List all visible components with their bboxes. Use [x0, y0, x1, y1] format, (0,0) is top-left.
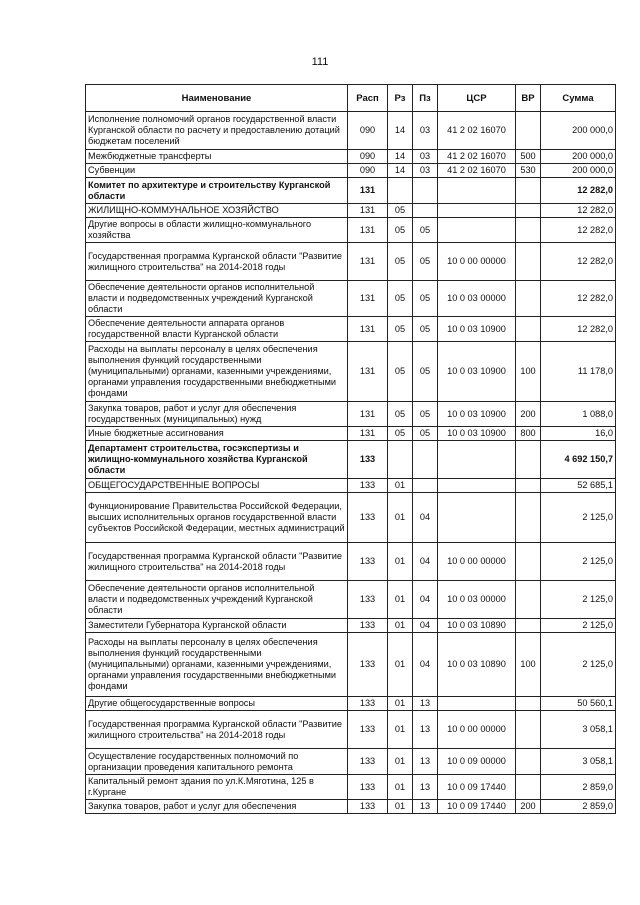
cell-rasp: 131 — [348, 178, 388, 204]
cell-rz: 01 — [388, 543, 413, 581]
cell-rasp: 133 — [348, 479, 388, 493]
table-row — [86, 218, 616, 243]
cell-pz: 04 — [413, 633, 438, 697]
cell-sum: 3 058,1 — [541, 749, 616, 775]
cell-rasp: 133 — [348, 711, 388, 749]
table-row — [86, 633, 616, 697]
cell-rz: 01 — [388, 800, 413, 814]
cell-pz: 04 — [413, 619, 438, 633]
cell-name: ЖИЛИЩНО-КОММУНАЛЬНОЕ ХОЗЯЙСТВО — [86, 204, 348, 218]
cell-name: Государственная программа Курганской области "Развитие жилищного строительства" на 2014-2018 годы — [86, 543, 348, 581]
cell-csr: 41 2 02 16070 — [438, 112, 516, 150]
table-row — [86, 342, 616, 402]
cell-pz: 05 — [413, 317, 438, 342]
cell-vr — [516, 581, 541, 619]
cell-rasp: 133 — [348, 581, 388, 619]
cell-vr — [516, 711, 541, 749]
cell-vr — [516, 204, 541, 218]
cell-csr: 10 0 03 00000 — [438, 281, 516, 317]
cell-rasp: 133 — [348, 800, 388, 814]
cell-sum: 12 282,0 — [541, 178, 616, 204]
cell-name: Департамент строительства, госэкспертизы и жилищно-коммунального хозяйства Курганской области — [86, 441, 348, 479]
cell-sum: 3 058,1 — [541, 711, 616, 749]
cell-vr — [516, 479, 541, 493]
cell-rasp: 133 — [348, 775, 388, 800]
cell-vr — [516, 281, 541, 317]
cell-name: ОБЩЕГОСУДАРСТВЕННЫЕ ВОПРОСЫ — [86, 479, 348, 493]
cell-name: Обеспечение деятельности аппарата органов государственной власти Курганской области — [86, 317, 348, 342]
cell-name: Закупка товаров, работ и услуг для обеспечения государственных (муниципальных) нужд — [86, 402, 348, 427]
cell-sum: 12 282,0 — [541, 218, 616, 243]
table-row — [86, 164, 616, 178]
cell-sum: 2 859,0 — [541, 800, 616, 814]
cell-vr — [516, 619, 541, 633]
cell-rz: 05 — [388, 402, 413, 427]
cell-name: Капитальный ремонт здания по ул.К.Мяготина, 125 в г.Кургане — [86, 775, 348, 800]
cell-vr — [516, 775, 541, 800]
cell-sum: 200 000,0 — [541, 150, 616, 164]
table-row — [86, 543, 616, 581]
cell-sum: 2 859,0 — [541, 775, 616, 800]
cell-csr: 10 0 00 00000 — [438, 243, 516, 281]
cell-name: Субвенции — [86, 164, 348, 178]
cell-sum: 2 125,0 — [541, 493, 616, 543]
cell-rz: 01 — [388, 711, 413, 749]
cell-name: Расходы на выплаты персоналу в целях обеспечения выполнения функций государственными (муниципальными) органами, казенными учреждениями, органами управления государственными внебюджетными фондами — [86, 633, 348, 697]
cell-rz: 05 — [388, 281, 413, 317]
cell-csr: 41 2 02 16070 — [438, 164, 516, 178]
cell-csr — [438, 441, 516, 479]
cell-pz: 13 — [413, 711, 438, 749]
cell-name: Государственная программа Курганской области "Развитие жилищного строительства" на 2014-2018 годы — [86, 243, 348, 281]
cell-sum: 200 000,0 — [541, 112, 616, 150]
header-vr: ВР — [516, 85, 541, 112]
cell-rasp: 133 — [348, 543, 388, 581]
cell-name: Осуществление государственных полномочий по организации проведения капитального ремонта — [86, 749, 348, 775]
cell-rz: 05 — [388, 204, 413, 218]
cell-rz: 14 — [388, 112, 413, 150]
cell-csr: 10 0 03 10900 — [438, 402, 516, 427]
cell-name: Другие общегосударственные вопросы — [86, 697, 348, 711]
cell-pz — [413, 204, 438, 218]
cell-vr: 530 — [516, 164, 541, 178]
cell-rz — [388, 441, 413, 479]
cell-vr — [516, 112, 541, 150]
cell-pz: 13 — [413, 697, 438, 711]
cell-csr: 10 0 03 10890 — [438, 633, 516, 697]
table-header-row — [86, 85, 616, 112]
cell-sum: 16,0 — [541, 427, 616, 441]
table-row — [86, 427, 616, 441]
table-row — [86, 402, 616, 427]
cell-rasp: 133 — [348, 633, 388, 697]
cell-name: Межбюджетные трансферты — [86, 150, 348, 164]
cell-sum: 1 088,0 — [541, 402, 616, 427]
cell-rz: 01 — [388, 697, 413, 711]
cell-csr: 10 0 03 00000 — [438, 581, 516, 619]
cell-pz: 13 — [413, 749, 438, 775]
cell-rz: 05 — [388, 317, 413, 342]
table-row — [86, 697, 616, 711]
cell-rasp: 131 — [348, 281, 388, 317]
cell-rasp: 131 — [348, 427, 388, 441]
cell-rz: 14 — [388, 150, 413, 164]
cell-pz: 03 — [413, 112, 438, 150]
header-rz: Рз — [388, 85, 413, 112]
cell-vr — [516, 243, 541, 281]
cell-rz: 05 — [388, 427, 413, 441]
table-row — [86, 619, 616, 633]
cell-vr — [516, 697, 541, 711]
cell-pz: 04 — [413, 493, 438, 543]
cell-name: Закупка товаров, работ и услуг для обеспечения — [86, 800, 348, 814]
cell-name: Другие вопросы в области жилищно-коммунального хозяйства — [86, 218, 348, 243]
cell-pz: 05 — [413, 281, 438, 317]
table-row — [86, 479, 616, 493]
cell-vr — [516, 178, 541, 204]
page-number: 111 — [311, 56, 329, 68]
cell-pz: 03 — [413, 150, 438, 164]
cell-vr: 200 — [516, 402, 541, 427]
cell-name: Функционирование Правительства Российской Федерации, высших исполнительных органов государственной власти субъектов Российской Федерации, местных администраций — [86, 493, 348, 543]
cell-csr: 10 0 03 10890 — [438, 619, 516, 633]
cell-rasp: 131 — [348, 204, 388, 218]
cell-sum: 50 560,1 — [541, 697, 616, 711]
cell-rasp: 131 — [348, 402, 388, 427]
cell-rz: 01 — [388, 633, 413, 697]
cell-sum: 2 125,0 — [541, 543, 616, 581]
cell-pz — [413, 479, 438, 493]
table-row — [86, 317, 616, 342]
table-row — [86, 112, 616, 150]
cell-vr — [516, 218, 541, 243]
table-row — [86, 800, 616, 814]
cell-csr: 10 0 09 17440 — [438, 800, 516, 814]
cell-rz: 05 — [388, 342, 413, 402]
cell-rasp: 131 — [348, 342, 388, 402]
cell-rasp: 090 — [348, 112, 388, 150]
cell-csr — [438, 479, 516, 493]
cell-name: Исполнение полномочий органов государственной власти Курганской области по расчету и предоставлению дотаций бюджетам поселений — [86, 112, 348, 150]
table-body — [86, 112, 616, 814]
cell-csr: 10 0 00 00000 — [438, 543, 516, 581]
cell-name: Обеспечение деятельности органов исполнительной власти и подведомственных учреждений Курганской области — [86, 581, 348, 619]
cell-csr — [438, 493, 516, 543]
cell-csr — [438, 697, 516, 711]
cell-rz: 01 — [388, 493, 413, 543]
cell-sum: 2 125,0 — [541, 619, 616, 633]
table-row — [86, 150, 616, 164]
table-row — [86, 243, 616, 281]
table-row — [86, 204, 616, 218]
cell-vr — [516, 543, 541, 581]
cell-vr — [516, 441, 541, 479]
cell-name: Иные бюджетные ассигнования — [86, 427, 348, 441]
cell-name: Расходы на выплаты персоналу в целях обеспечения выполнения функций государственными (муниципальными) органами, казенными учреждениями, органами управления государственными внебюджетными фондами — [86, 342, 348, 402]
cell-pz — [413, 178, 438, 204]
cell-rz: 05 — [388, 218, 413, 243]
cell-name: Заместители Губернатора Курганской области — [86, 619, 348, 633]
cell-csr: 10 0 03 10900 — [438, 427, 516, 441]
cell-pz: 13 — [413, 800, 438, 814]
cell-pz: 05 — [413, 402, 438, 427]
cell-rz: 01 — [388, 775, 413, 800]
cell-pz: 05 — [413, 243, 438, 281]
cell-sum: 12 282,0 — [541, 204, 616, 218]
header-sum: Сумма — [541, 85, 616, 112]
cell-rz: 01 — [388, 749, 413, 775]
table-row — [86, 441, 616, 479]
cell-vr — [516, 493, 541, 543]
table-row — [86, 749, 616, 775]
cell-rasp: 133 — [348, 749, 388, 775]
table-row — [86, 178, 616, 204]
cell-name: Обеспечение деятельности органов исполнительной власти и подведомственных учреждений Курганской области — [86, 281, 348, 317]
table-row — [86, 281, 616, 317]
cell-sum: 200 000,0 — [541, 164, 616, 178]
cell-sum: 2 125,0 — [541, 581, 616, 619]
cell-rz — [388, 178, 413, 204]
table-row — [86, 581, 616, 619]
cell-vr — [516, 749, 541, 775]
header-csr: ЦСР — [438, 85, 516, 112]
table-row — [86, 493, 616, 543]
cell-sum: 4 692 150,7 — [541, 441, 616, 479]
header-name: Наименование — [86, 85, 348, 112]
cell-rasp: 131 — [348, 218, 388, 243]
cell-vr: 100 — [516, 633, 541, 697]
table-row — [86, 775, 616, 800]
cell-csr: 10 0 09 17440 — [438, 775, 516, 800]
cell-sum: 12 282,0 — [541, 281, 616, 317]
cell-pz — [413, 441, 438, 479]
cell-name: Государственная программа Курганской области "Развитие жилищного строительства" на 2014-2018 годы — [86, 711, 348, 749]
cell-pz: 04 — [413, 543, 438, 581]
cell-pz: 03 — [413, 164, 438, 178]
cell-pz: 05 — [413, 427, 438, 441]
cell-vr: 800 — [516, 427, 541, 441]
cell-csr — [438, 218, 516, 243]
cell-rasp: 090 — [348, 150, 388, 164]
cell-rz: 01 — [388, 581, 413, 619]
header-rasp: Расп — [348, 85, 388, 112]
cell-sum: 52 685,1 — [541, 479, 616, 493]
cell-rasp: 131 — [348, 317, 388, 342]
cell-rasp: 133 — [348, 493, 388, 543]
cell-rasp: 133 — [348, 697, 388, 711]
cell-pz: 04 — [413, 581, 438, 619]
cell-sum: 12 282,0 — [541, 317, 616, 342]
cell-vr: 100 — [516, 342, 541, 402]
cell-sum: 2 125,0 — [541, 633, 616, 697]
cell-rasp: 131 — [348, 243, 388, 281]
cell-pz: 05 — [413, 342, 438, 402]
cell-rasp: 133 — [348, 441, 388, 479]
cell-sum: 12 282,0 — [541, 243, 616, 281]
cell-rasp: 090 — [348, 164, 388, 178]
cell-csr — [438, 204, 516, 218]
cell-rz: 01 — [388, 619, 413, 633]
cell-pz: 05 — [413, 218, 438, 243]
header-pz: Пз — [413, 85, 438, 112]
cell-name: Комитет по архитектуре и строительству Курганской области — [86, 178, 348, 204]
table-row — [86, 711, 616, 749]
cell-csr: 10 0 03 10900 — [438, 342, 516, 402]
cell-rz: 05 — [388, 243, 413, 281]
cell-rasp: 133 — [348, 619, 388, 633]
cell-rz: 01 — [388, 479, 413, 493]
budget-table — [85, 84, 616, 814]
cell-pz: 13 — [413, 775, 438, 800]
cell-rz: 14 — [388, 164, 413, 178]
cell-vr: 500 — [516, 150, 541, 164]
cell-csr: 10 0 00 00000 — [438, 711, 516, 749]
cell-csr: 10 0 03 10900 — [438, 317, 516, 342]
cell-sum: 11 178,0 — [541, 342, 616, 402]
cell-csr: 41 2 02 16070 — [438, 150, 516, 164]
cell-csr: 10 0 09 00000 — [438, 749, 516, 775]
cell-csr — [438, 178, 516, 204]
cell-vr — [516, 317, 541, 342]
cell-vr: 200 — [516, 800, 541, 814]
